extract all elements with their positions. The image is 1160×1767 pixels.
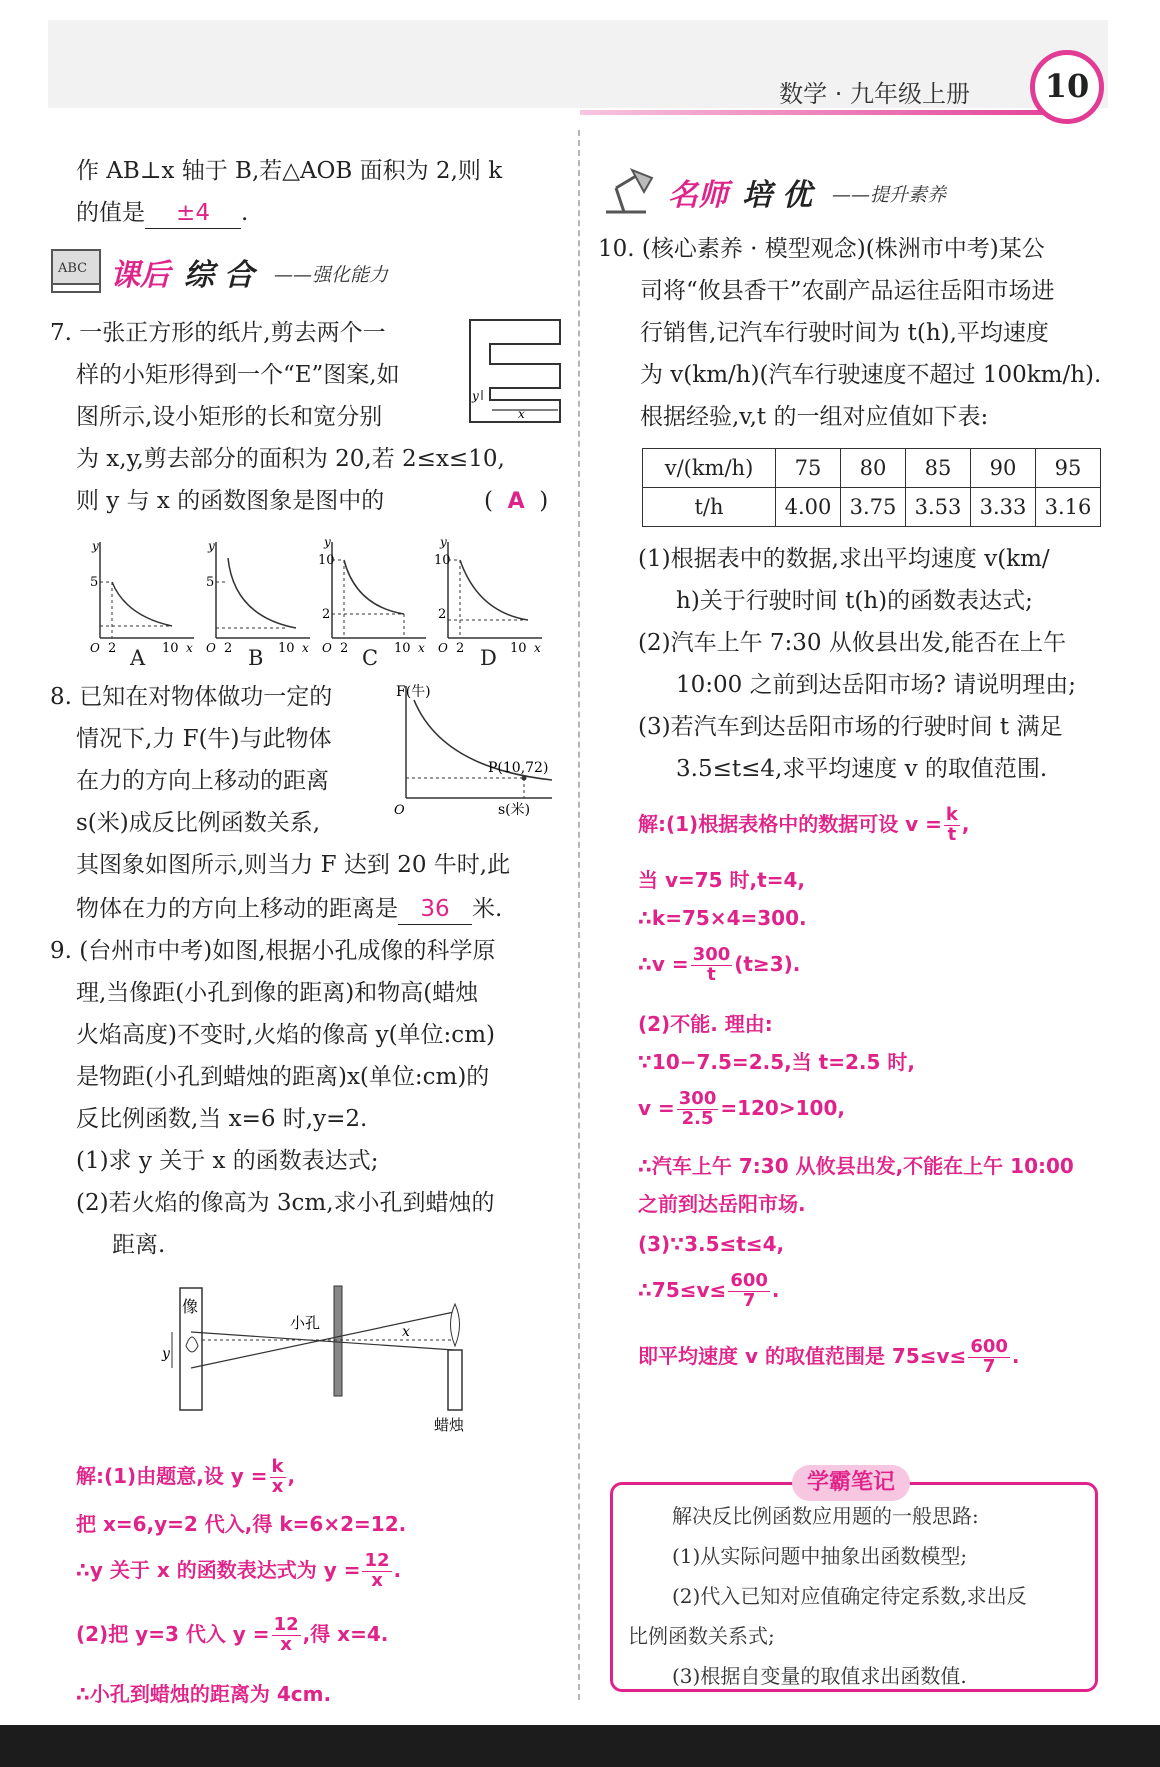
banner2-sub: ——提升素养 — [832, 184, 947, 206]
q10-line-2: 司将“攸县香干”农副产品运往岳阳市场进 — [640, 278, 1055, 304]
graph-a — [90, 539, 194, 656]
svg-text:y: y — [472, 389, 479, 403]
q10-part-2b: 10:00 之前到达岳阳市场? 请说明理由; — [676, 672, 1076, 698]
svg-text:10: 10 — [434, 553, 451, 568]
table-cell: 3.53 — [906, 488, 971, 527]
q9-line-1: 9. (台州市中考)如图,根据小孔成像的科学原 — [50, 938, 496, 964]
q8-line-3: 在力的方向上移动的距离 — [76, 768, 329, 794]
q7-line-2: 样的小矩形得到一个“E”图案,如 — [76, 362, 400, 388]
table-cell: 90 — [971, 449, 1036, 488]
bottom-bar — [0, 1725, 1160, 1767]
svg-text:2: 2 — [322, 607, 331, 622]
q10-part-2a: (2)汽车上午 7:30 从攸县出发,能否在上午 — [638, 630, 1067, 656]
q8-line-1: 8. 已知在对物体做功一定的 — [50, 684, 333, 710]
note-line-4: 比例函数关系式; — [628, 1624, 775, 1648]
svg-text:10: 10 — [318, 553, 335, 568]
graph-d — [434, 536, 542, 656]
svg-text:小孔: 小孔 — [290, 1314, 321, 1332]
q7-answer-paren: ( A ) — [484, 488, 549, 514]
note-line-2: (1)从实际问题中抽象出函数模型; — [672, 1544, 968, 1568]
sol10-line-7: v = $\frac{300}{2.5}$ =120>100, — [638, 1088, 845, 1129]
svg-text:像: 像 — [182, 1297, 199, 1316]
svg-text:10: 10 — [394, 641, 411, 656]
svg-text:x: x — [402, 1324, 410, 1340]
column-divider — [578, 130, 580, 1700]
sol10-line-4: ∴v = $\frac{300}{t}$ (t≥3). — [638, 944, 801, 985]
banner1-word3: 合 — [224, 258, 254, 293]
banner2-word1: 名师 — [668, 178, 728, 213]
graph-b — [206, 539, 310, 656]
svg-text:10: 10 — [162, 641, 179, 656]
svg-text:蜡烛: 蜡烛 — [434, 1416, 465, 1432]
svg-text:y: y — [208, 539, 215, 553]
table-cell: 4.00 — [776, 488, 841, 527]
svg-text:P(10,72): P(10,72) — [488, 760, 549, 776]
svg-text:x: x — [302, 641, 309, 655]
graph-label-c: C — [362, 646, 379, 670]
sol10-line-11: ∴75≤v≤ $\frac{600}{7}$ . — [638, 1270, 780, 1311]
q10-line-4: 为 v(km/h)(汽车行驶速度不超过 100km/h). — [640, 362, 1102, 388]
q8-answer: 36 — [398, 896, 472, 925]
table-cell: 3.33 — [971, 488, 1036, 527]
q9-line-2: 理,当像距(小孔到像的距离)和物高(蜡烛 — [76, 980, 479, 1006]
svg-text:O: O — [394, 803, 405, 818]
table-header-cell: v/(km/h) — [643, 449, 776, 488]
svg-text:y: y — [440, 536, 447, 549]
header-line — [580, 110, 1080, 115]
graph-c — [318, 536, 426, 656]
q10-line-3: 行销售,记汽车行驶时间为 t(h),平均速度 — [640, 320, 1049, 346]
intro-line-1: 作 AB⊥x 轴于 B,若△AOB 面积为 2,则 k — [76, 158, 503, 184]
banner-teacher — [596, 166, 1016, 218]
graph-label-d: D — [480, 646, 497, 670]
svg-text:x: x — [534, 641, 541, 655]
q10-line-1: 10. (核心素养 · 模型观念)(株洲市中考)某公 — [598, 236, 1045, 262]
page-number-badge: 10 — [1030, 50, 1104, 124]
table-cell: 75 — [776, 449, 841, 488]
q8-line-6: 物体在力的方向上移动的距离是 36 米. — [76, 896, 502, 925]
q9-line-3: 火焰高度)不变时,火焰的像高 y(单位:cm) — [76, 1022, 495, 1048]
svg-text:x: x — [518, 407, 525, 421]
speed-time-table — [642, 448, 1101, 527]
desk-lamp-icon — [596, 166, 654, 216]
q8-line-2: 情况下,力 F(牛)与此物体 — [76, 726, 332, 752]
sol9-line-5: ∴小孔到蜡烛的距离为 4cm. — [76, 1682, 332, 1706]
sol9-line-3: ∴y 关于 x 的函数表达式为 y = $\frac{12}{x}$ . — [76, 1550, 402, 1591]
q9-line-5: 反比例函数,当 x=6 时,y=2. — [76, 1106, 368, 1132]
sol10-line-5: (2)不能. 理由: — [638, 1012, 773, 1036]
banner1-word2: 综 — [184, 258, 214, 293]
pinhole-figure — [158, 1284, 478, 1432]
table-cell: 3.16 — [1036, 488, 1101, 527]
book-icon-text: ABC — [58, 261, 88, 276]
note-line-3: (2)代入已知对应值确定待定系数,求出反 — [672, 1584, 1027, 1608]
svg-text:O: O — [438, 641, 448, 655]
intro-line-2: 的值是 ±4 . — [76, 200, 248, 229]
q7-line-5: 则 y 与 x 的函数图象是图中的 — [76, 488, 385, 514]
table-row — [643, 488, 1101, 527]
banner-after-class — [48, 246, 428, 298]
header-title: 数学 · 九年级上册 — [779, 80, 970, 108]
svg-text:2: 2 — [456, 641, 465, 656]
q9-line-6: (1)求 y 关于 x 的函数表达式; — [76, 1148, 379, 1174]
table-cell: 3.75 — [841, 488, 906, 527]
book-icon — [48, 246, 106, 296]
sol10-line-3: ∴k=75×4=300. — [638, 906, 807, 930]
q7-line-4: 为 x,y,剪去部分的面积为 20,若 2≤x≤10, — [76, 446, 505, 472]
table-row — [643, 449, 1101, 488]
q10-line-5: 根据经验,v,t 的一组对应值如下表: — [640, 404, 989, 430]
study-notes-title: 学霸笔记 — [792, 1465, 910, 1501]
q9-line-8: 距离. — [112, 1232, 166, 1258]
svg-text:2: 2 — [224, 641, 233, 656]
q8-force-graph — [392, 680, 562, 820]
sol10-line-8: ∴汽车上午 7:30 从攸县出发,不能在上午 10:00 — [638, 1154, 1074, 1178]
svg-text:O: O — [322, 641, 332, 655]
table-cell: 85 — [906, 449, 971, 488]
table-cell: 80 — [841, 449, 906, 488]
q8-line-5: 其图象如图所示,则当力 F 达到 20 牛时,此 — [76, 852, 511, 878]
svg-text:10: 10 — [510, 641, 527, 656]
q10-part-1a: (1)根据表中的数据,求出平均速度 v(km/ — [638, 546, 1050, 572]
q10-part-1b: h)关于行驶时间 t(h)的函数表达式; — [676, 588, 1033, 614]
banner1-word1: 课后 — [110, 258, 170, 293]
graph-label-a: A — [130, 646, 146, 670]
note-line-5: (3)根据自变量的取值求出函数值. — [672, 1664, 967, 1688]
q10-part-3a: (3)若汽车到达岳阳市场的行驶时间 t 满足 — [638, 714, 1063, 740]
svg-text:O: O — [90, 641, 100, 655]
sol9-line-4: (2)把 y=3 代入 y = $\frac{12}{x}$ ,得 x=4. — [76, 1614, 389, 1655]
q7-line-3: 图所示,设小矩形的长和宽分别 — [76, 404, 383, 430]
q8-line-4: s(米)成反比例函数关系, — [76, 810, 321, 836]
table-cell: 95 — [1036, 449, 1101, 488]
graph-label-b: B — [248, 646, 264, 670]
svg-text:5: 5 — [90, 575, 99, 590]
q10-part-3b: 3.5≤t≤4,求平均速度 v 的取值范围. — [676, 756, 1048, 782]
sol9-line-1: 解:(1)由题意,设 y = $\frac{k}{x}$ , — [76, 1456, 296, 1497]
sol10-line-9: 之前到达岳阳市场. — [638, 1192, 806, 1216]
banner2-word2: 培 — [742, 178, 772, 213]
svg-text:y: y — [92, 539, 99, 553]
svg-text:O: O — [206, 641, 216, 655]
e-shape-figure — [468, 318, 568, 424]
sol10-line-12: 即平均速度 v 的取值范围是 75≤v≤ $\frac{600}{7}$ . — [638, 1336, 1020, 1377]
sol10-line-10: (3)∵3.5≤t≤4, — [638, 1232, 785, 1256]
svg-text:10: 10 — [278, 641, 295, 656]
sol9-line-2: 把 x=6,y=2 代入,得 k=6×2=12. — [76, 1512, 407, 1536]
svg-text:2: 2 — [438, 607, 447, 622]
q7-line-1: 7. 一张正方形的纸片,剪去两个一 — [50, 320, 386, 346]
svg-text:5: 5 — [206, 575, 215, 590]
svg-text:2: 2 — [340, 641, 349, 656]
svg-text:x: x — [186, 641, 193, 655]
table-header-cell: t/h — [643, 488, 776, 527]
svg-text:2: 2 — [108, 641, 117, 656]
svg-text:x: x — [418, 641, 425, 655]
svg-text:y: y — [162, 1346, 170, 1362]
svg-text:y: y — [324, 536, 331, 549]
svg-text:F(牛): F(牛) — [396, 684, 431, 700]
sol10-line-1: 解:(1)根据表格中的数据可设 v = $\frac{k}{t}$ , — [638, 804, 970, 845]
banner1-sub: ——强化能力 — [274, 264, 389, 286]
svg-text:s(米): s(米) — [498, 802, 531, 818]
sol10-line-6: ∵10−7.5=2.5,当 t=2.5 时, — [638, 1050, 915, 1074]
note-line-1: 解决反比例函数应用题的一般思路: — [672, 1504, 979, 1528]
sol10-line-2: 当 v=75 时,t=4, — [638, 868, 805, 892]
banner2-word3: 优 — [782, 178, 812, 213]
q9-line-7: (2)若火焰的像高为 3cm,求小孔到蜡烛的 — [76, 1190, 495, 1216]
intro-answer: ±4 — [145, 200, 241, 229]
q7-answer: A — [507, 489, 525, 514]
q9-line-4: 是物距(小孔到蜡烛的距离)x(单位:cm)的 — [76, 1064, 490, 1090]
